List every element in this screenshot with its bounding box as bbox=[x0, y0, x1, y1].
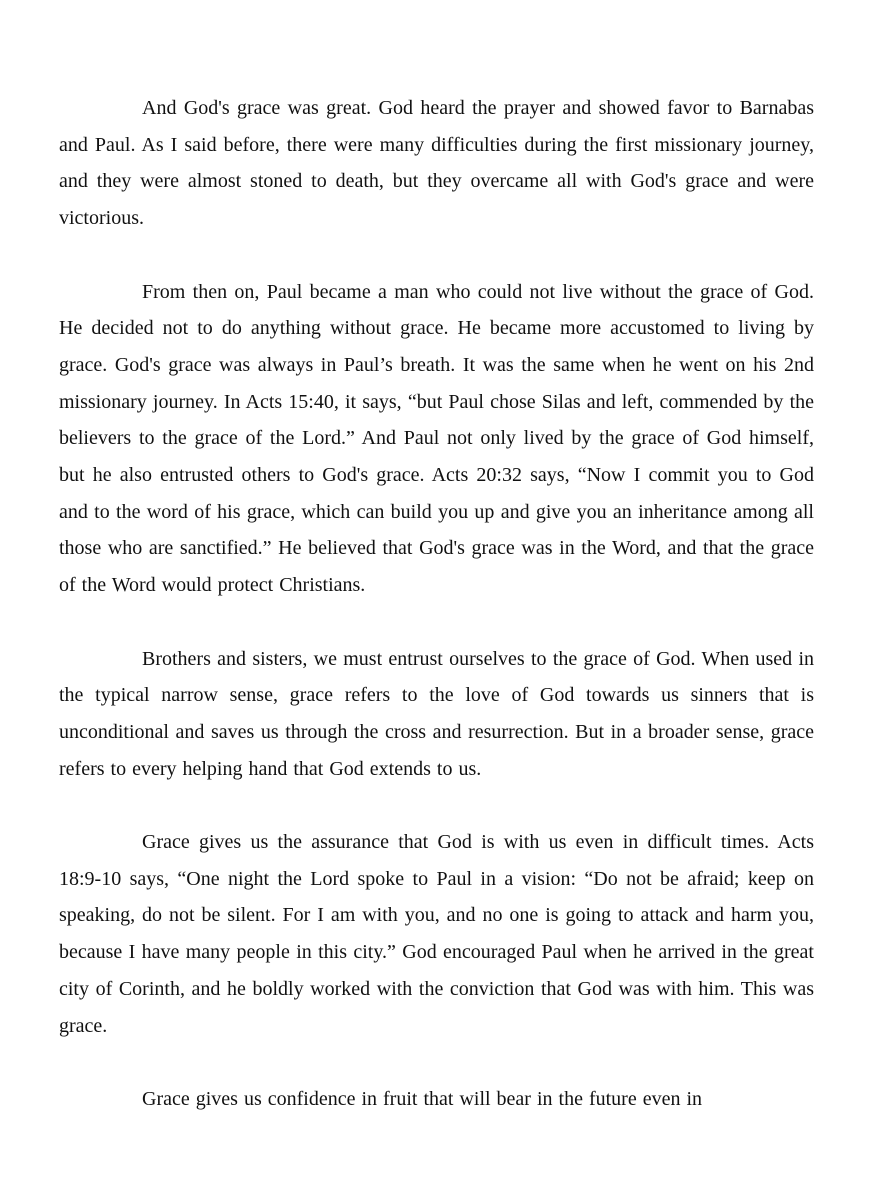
paragraph-4: Grace gives us the assurance that God is with us even in difficult times. Acts 18:9-10 says, “One night the Lord spoke to Paul in a vision: “Do not be afraid; keep on speaking, do not be silent. For I am with you, and no one is going to attack and harm you, because I have many people in this city.” God encouraged Paul when he arrived in the great city of Corinth, and he boldly worked with the conviction that God was with him. This was grace. bbox=[59, 831, 814, 1037]
paragraph-2: From then on, Paul became a man who could not live without the grace of God. He decided not to do anything without grace. He became more accustomed to living by grace. God's grace was always in Paul’s breath. It was the same when he went on his 2nd missionary journey. In Acts 15:40, it says, “but Paul chose Silas and left, commended by the believers to the grace of the Lord.” And Paul not only lived by the grace of God himself, but he also entrusted others to God's grace. Acts 20:32 says, “Now I commit you to God and to the word of his grace, which can build you up and give you an inheritance among all those who are sanctified.” He believed that God's grace was in the Word, and that the grace of the Word would protect Christians. bbox=[59, 280, 814, 597]
document-body bbox=[59, 90, 814, 1118]
paragraph-5: Grace gives us confidence in fruit that will bear in the future even in bbox=[142, 1087, 703, 1110]
paragraph-1: And God's grace was great. God heard the prayer and showed favor to Barnabas and Paul. As I said before, there were many difficulties during the first missionary journey, and they were almost stoned to death, but they overcame all with God's grace and were victorious. bbox=[59, 97, 814, 230]
paragraph-3: Brothers and sisters, we must entrust ourselves to the grace of God. When used in the typical narrow sense, grace refers to the love of God towards us sinners that is unconditional and saves us through the cross and resurrection. But in a broader sense, grace refers to every helping hand that God extends to us. bbox=[59, 647, 814, 780]
